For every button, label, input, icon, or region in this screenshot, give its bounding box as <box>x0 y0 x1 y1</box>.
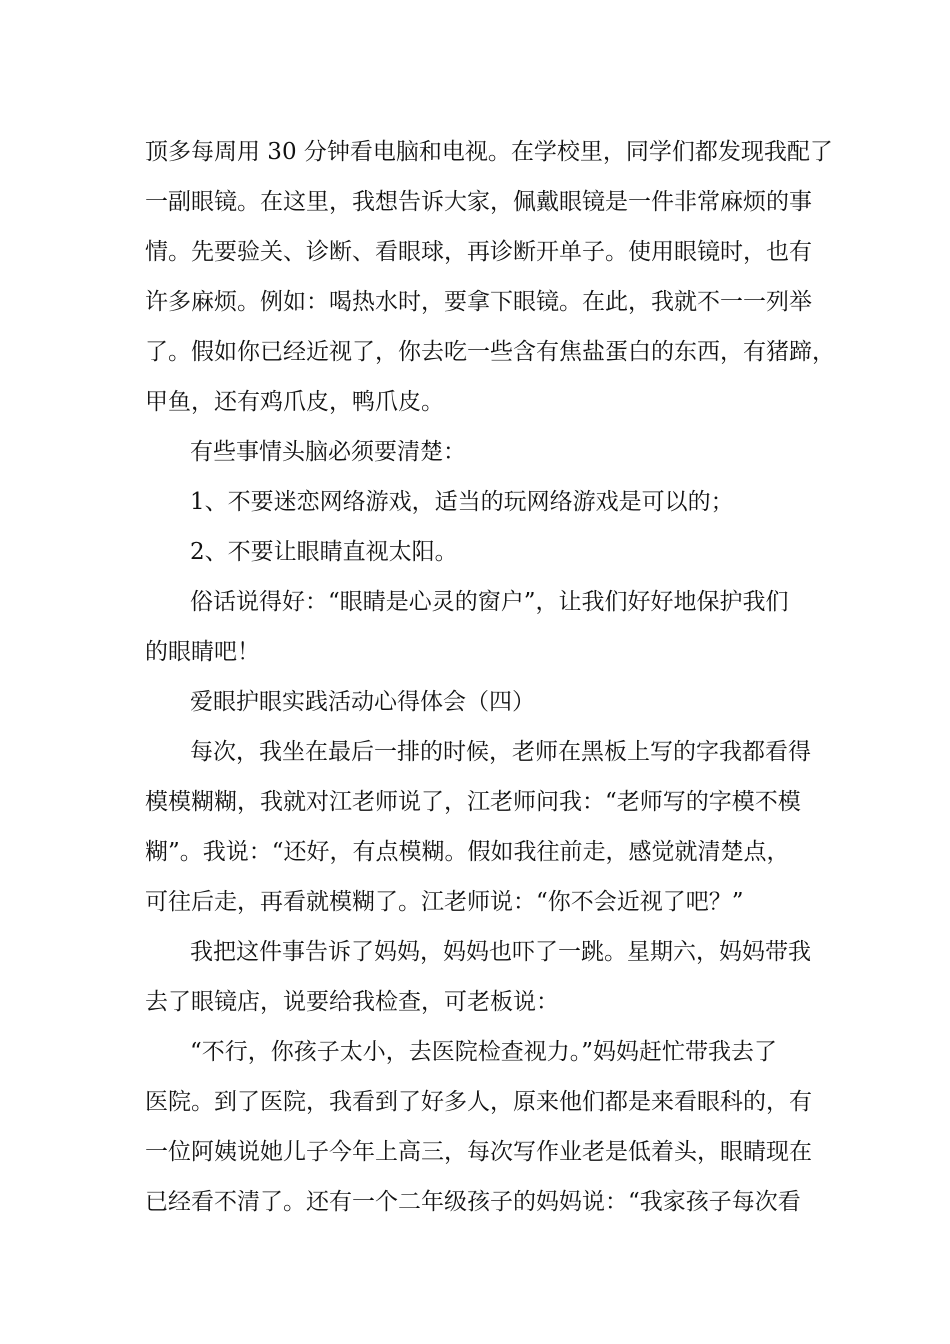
text-line: 模模糊糊，我就对江老师说了，江老师问我：“老师写的字模不模 <box>145 789 801 815</box>
text-line: 我把这件事告诉了妈妈，妈妈也吓了一跳。星期六，妈妈带我 <box>190 939 811 965</box>
text-line: 2、不要让眼睛直视太阳。 <box>190 539 458 565</box>
text-line: “不行，你孩子太小，去医院检查视力。”妈妈赶忙带我去了 <box>190 1039 778 1065</box>
text-line: 医院。到了医院，我看到了好多人，原来他们都是来看眼科的，有 <box>145 1089 812 1115</box>
section-heading: 爱眼护眼实践活动心得体会（四） <box>190 689 535 715</box>
text-line: 情。先要验关、诊断、看眼球，再诊断开单子。使用眼镜时，也有 <box>145 239 812 265</box>
text-line: 有些事情头脑必须要清楚： <box>190 439 466 465</box>
text-line: 1、不要迷恋网络游戏，适当的玩网络游戏是可以的； <box>190 489 734 515</box>
text-line: 了。假如你已经近视了，你去吃一些含有焦盐蛋白的东西，有猪蹄， <box>145 339 835 365</box>
text-line: 已经看不清了。还有一个二年级孩子的妈妈说：“我家孩子每次看 <box>145 1189 801 1215</box>
text-line: 许多麻烦。例如：喝热水时，要拿下眼镜。在此，我就不一一列举 <box>145 289 812 315</box>
text-line: 糊”。我说：“还好，有点模糊。假如我往前走，感觉就清楚点， <box>145 839 790 865</box>
text-line: 一副眼镜。在这里，我想告诉大家，佩戴眼镜是一件非常麻烦的事 <box>145 189 812 215</box>
text-line: 去了眼镜店，说要给我检查，可老板说： <box>145 989 559 1015</box>
text-line: 俗话说得好：“眼睛是心灵的窗户”，让我们好好地保护我们 <box>190 589 789 615</box>
text-line: 甲鱼，还有鸡爪皮，鸭爪皮。 <box>145 389 444 415</box>
text-line: 的眼睛吧！ <box>145 639 260 665</box>
text-line: 一位阿姨说她儿子今年上高三，每次写作业老是低着头，眼睛现在 <box>145 1139 812 1165</box>
text-line: 顶多每周用 30 分钟看电脑和电视。在学校里，同学们都发现我配了 <box>145 139 833 165</box>
text-line: 可往后走，再看就模糊了。江老师说：“你不会近视了吧？” <box>145 889 744 915</box>
text-line: 每次，我坐在最后一排的时候，老师在黑板上写的字我都看得 <box>190 739 811 765</box>
